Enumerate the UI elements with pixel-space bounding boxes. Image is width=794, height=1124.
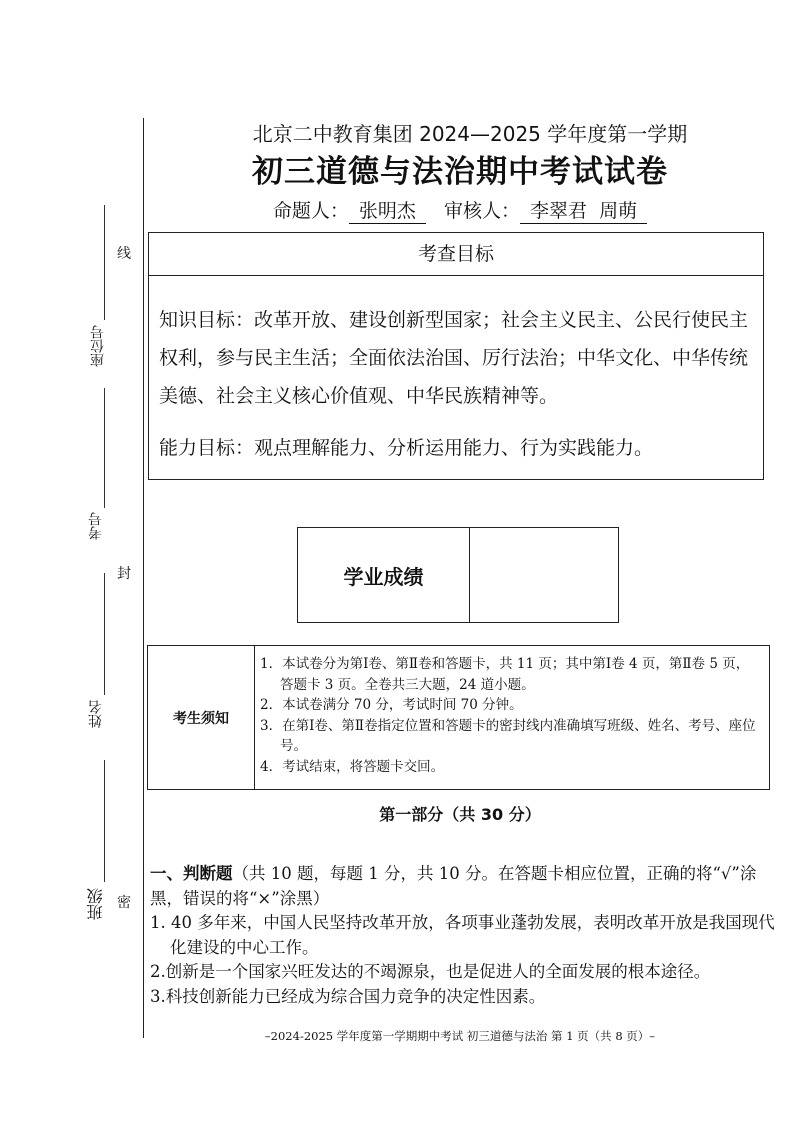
section-instructions: （共 10 题，每题 1 分，共 10 分。在答题卡相应位置，正确的将“√”涂黑，错误的将“×”涂黑） xyxy=(150,864,757,908)
name-blank[interactable] xyxy=(104,573,105,695)
question-item: 3.科技创新能力已经成为综合国力竞争的决定性因素。 xyxy=(150,986,546,1006)
authors-line xyxy=(160,196,760,224)
exam-no-blank[interactable] xyxy=(104,388,105,508)
seat-label: 座位号 xyxy=(90,325,106,367)
part-heading: 第一部分（共 30 分） xyxy=(379,805,541,824)
question-item: 1. 40 多年来，中国人民坚持改革开放，各项事业蓬勃发展，表明改革开放是我国现代化建设的中心工作。 xyxy=(150,913,775,957)
exam-no-label: 考号 xyxy=(88,512,104,540)
notice-item: 3．在第Ⅰ卷、第Ⅱ卷指定位置和答题卡的密封线内准确填写班级、姓名、考号、座位号。 xyxy=(260,717,756,754)
page-title: 初三道德与法治期中考试试卷 xyxy=(252,154,668,190)
section-title: 一、判断题 xyxy=(150,864,233,883)
notice-item: 2．本试卷满分 70 分，考试时间 70 分钟。 xyxy=(260,697,523,713)
question-item: 2.创新是一个国家兴旺发达的不竭源泉，也是促进人的全面发展的根本途径。 xyxy=(150,962,711,981)
setter-name: 张明杰 xyxy=(349,199,426,224)
ability-goals: 能力目标：观点理解能力、分析运用能力、行为实践能力。 xyxy=(159,437,654,459)
score-label: 学业成绩 xyxy=(298,528,470,622)
notice-box xyxy=(147,645,770,790)
seal-line xyxy=(143,118,144,1038)
notice-item: 4．考试结束，将答题卡交回。 xyxy=(260,758,445,775)
page-footer: –2024-2025 学年度第一学期期中考试 初三道德与法治 第 1 页（共 8 页）– xyxy=(264,1029,656,1043)
goals-heading: 考查目标 xyxy=(149,233,763,276)
class-blank[interactable] xyxy=(104,760,105,882)
class-label: 班级 xyxy=(86,888,105,920)
notice-item: 1．本试卷分为第Ⅰ卷、第Ⅱ卷和答题卡，共 11 页；其中第Ⅰ卷 4 页，第Ⅱ卷 5 页，答题卡 3 页。全卷共三大题，24 道小题。 xyxy=(260,656,750,693)
reviewer-label: 审核人： xyxy=(444,200,521,222)
score-field[interactable] xyxy=(470,528,618,622)
seal-char-xian: 线 xyxy=(117,246,131,262)
score-box xyxy=(297,527,619,623)
seal-char-mi: 密 xyxy=(117,895,131,911)
reviewer-names: 李翠君 周萌 xyxy=(520,199,647,224)
notice-list xyxy=(260,654,760,777)
seat-blank[interactable] xyxy=(104,205,105,320)
name-label: 姓名 xyxy=(88,700,104,728)
seal-char-feng: 封 xyxy=(117,566,131,582)
knowledge-goals: 知识目标：改革开放、建设创新型国家；社会主义民主、公民行使民主权利，参与民主生活；全面依法治国、厉行法治；中华文化、中华传统美德、社会主义核心价值观、中华民族精神等。 xyxy=(159,309,749,407)
setter-label: 命题人： xyxy=(272,200,349,222)
questions-section xyxy=(150,862,775,1009)
school-term-line: 北京二中教育集团 2024—2025 学年度第一学期 xyxy=(252,122,688,146)
notice-label: 考生须知 xyxy=(148,646,255,789)
goals-box xyxy=(148,232,764,480)
